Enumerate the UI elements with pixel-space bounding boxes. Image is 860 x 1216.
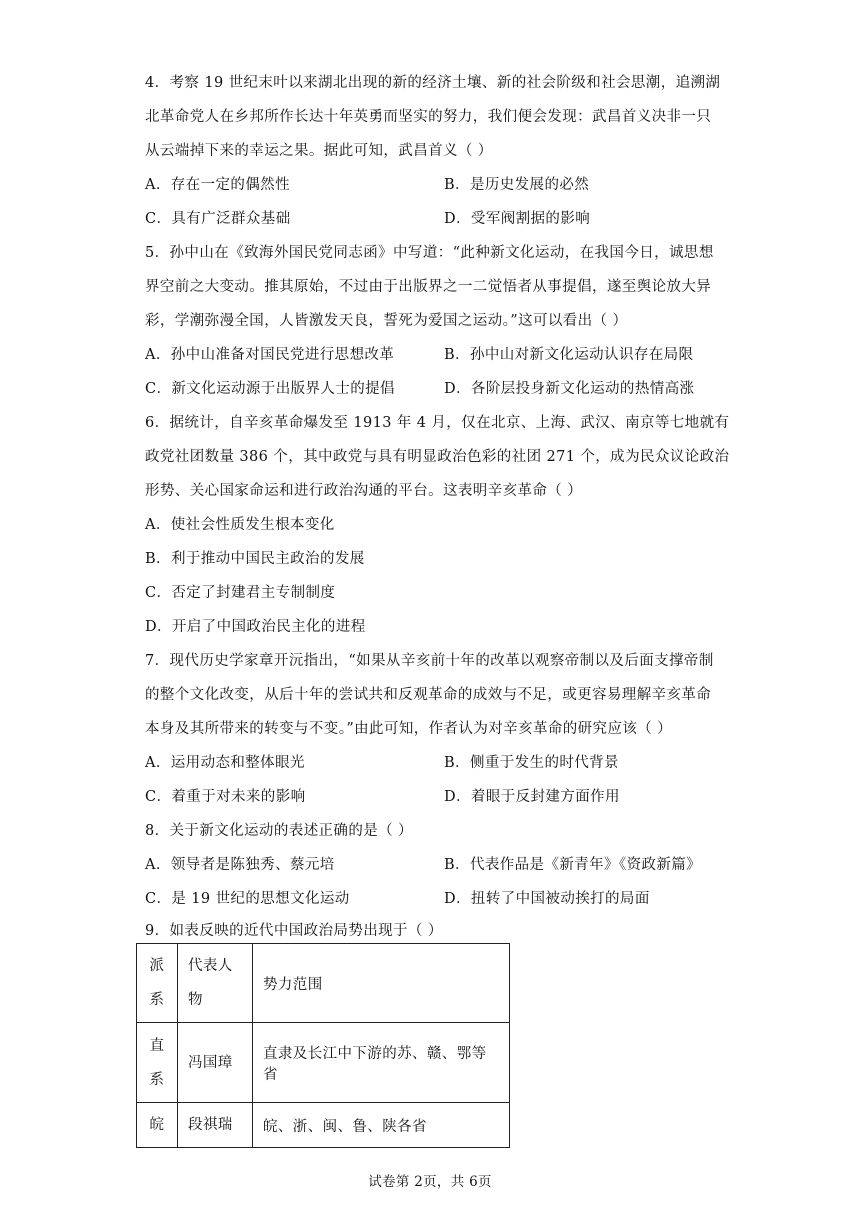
table-header-cell: 派系 — [137, 944, 178, 1023]
question-8-option-b[interactable]: B．代表作品是《新青年》《资政新篇》 — [444, 857, 702, 873]
question-7-line-1: 7．现代历史学家章开沅指出，“如果从辛亥前十年的改革以观察帝制以及后面支撑帝制 — [145, 653, 714, 669]
question-7-line-2: 的整个文化改变，从后十年的尝试共和反观革命的成效与不足，或更容易理解辛亥革命 — [145, 687, 712, 703]
question-4-line-1: 4．考察 19 世纪末叶以来湖北出现的新的经济土壤、新的社会阶级和社会思潮，追溯湖 — [145, 75, 721, 91]
question-8-option-d[interactable]: D．扭转了中国被动挨打的局面 — [444, 891, 650, 907]
table-cell: 直隶及长江中下游的苏、赣、鄂等省 — [253, 1023, 510, 1103]
table-cell: 段祺瑞 — [178, 1103, 253, 1148]
question-5-option-a[interactable]: A．孙中山准备对国民党进行思想改革 — [145, 347, 395, 363]
question-4-option-c[interactable]: C．具有广泛群众基础 — [145, 211, 291, 227]
question-8-line-1: 8．关于新文化运动的表述正确的是（ ） — [145, 823, 413, 839]
question-6-option-d[interactable]: D．开启了中国政治民主化的进程 — [145, 619, 366, 635]
question-8-option-c[interactable]: C．是 19 世纪的思想文化运动 — [145, 891, 350, 907]
question-5-line-1: 5．孙中山在《致海外国民党同志函》中写道：“此种新文化运动，在我国今日，诚思想 — [145, 245, 714, 261]
question-5-option-b[interactable]: B．孙中山对新文化运动认识存在局限 — [444, 347, 694, 363]
table-cell: 冯国璋 — [178, 1023, 253, 1103]
table-cell: 直系 — [137, 1023, 178, 1103]
question-9-line-1: 9．如表反映的近代中国政治局势出现于（ ） — [145, 923, 443, 939]
question-4-option-b[interactable]: B．是历史发展的必然 — [444, 177, 590, 193]
faction-table — [136, 943, 510, 1148]
question-4-line-3: 从云端掉下来的幸运之果。据此可知，武昌首义（ ） — [145, 143, 493, 159]
question-6-option-a[interactable]: A．使社会性质发生根本变化 — [145, 517, 335, 533]
question-5-option-c[interactable]: C．新文化运动源于出版界人士的提倡 — [145, 381, 395, 397]
table-row — [137, 1103, 510, 1148]
question-7-line-3: 本身及其所带来的转变与不变。”由此可知，作者认为对辛亥革命的研究应该（ ） — [145, 721, 673, 737]
question-7-option-d[interactable]: D．着眼于反封建方面作用 — [444, 789, 620, 805]
question-6-option-c[interactable]: C．否定了封建君主专制制度 — [145, 585, 336, 601]
table-row — [137, 1023, 510, 1103]
question-8-option-a[interactable]: A．领导者是陈独秀、蔡元培 — [145, 857, 335, 873]
question-4-option-d[interactable]: D．受军阀割据的影响 — [444, 211, 591, 227]
question-7-option-b[interactable]: B．侧重于发生的时代背景 — [444, 755, 619, 771]
question-5-line-3: 彩，学潮弥漫全国，人皆激发天良，誓死为爱国之运动。”这可以看出（ ） — [145, 313, 628, 329]
question-4-option-a[interactable]: A．存在一定的偶然性 — [145, 177, 290, 193]
question-7-option-c[interactable]: C．着重于对未来的影响 — [145, 789, 306, 805]
table-header-cell: 势力范围 — [253, 944, 510, 1023]
question-6-line-1: 6．据统计，自辛亥革命爆发至 1913 年 4 月，仅在北京、上海、武汉、南京等七地就有 — [145, 415, 730, 431]
page-footer: 试卷第 2页，共 6页 — [368, 1174, 492, 1190]
question-5-line-2: 界空前之大变动。推其原始，不过由于出版界之一二觉悟者从事提倡，遂至舆论放大异 — [145, 279, 712, 295]
question-7-option-a[interactable]: A．运用动态和整体眼光 — [145, 755, 305, 771]
table-header-cell: 代表人物 — [178, 944, 253, 1023]
question-5-option-d[interactable]: D．各阶层投身新文化运动的热情高涨 — [444, 381, 695, 397]
question-6-line-2: 政党社团数量 386 个，其中政党与具有明显政治色彩的社团 271 个，成为民众议论政治 — [145, 449, 730, 465]
question-6-option-b[interactable]: B．利于推动中国民主政治的发展 — [145, 551, 365, 567]
table-cell: 皖 — [137, 1103, 178, 1148]
question-6-line-3: 形势、关心国家命运和进行政治沟通的平台。这表明辛亥革命（ ） — [145, 483, 583, 499]
question-4-line-2: 北革命党人在乡邦所作长达十年英勇而坚实的努力，我们便会发现：武昌首义决非一只 — [145, 109, 712, 125]
table-cell: 皖、浙、闽、鲁、陕各省 — [253, 1103, 510, 1148]
table-header-row — [137, 944, 510, 1023]
